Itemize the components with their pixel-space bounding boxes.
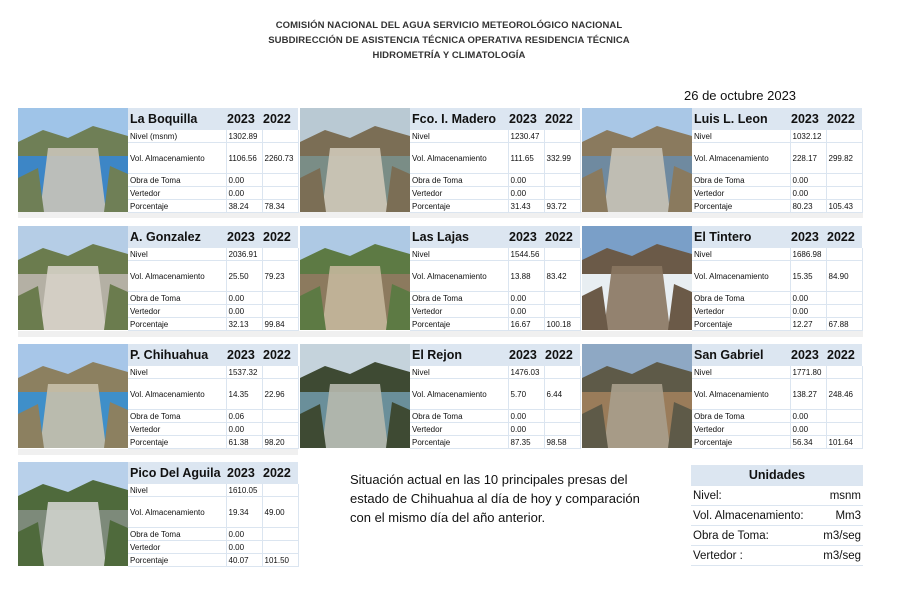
nivel-label: Nivel — [128, 366, 226, 379]
porcentaje-label: Porcentaje — [410, 200, 508, 213]
dam-table — [692, 344, 863, 449]
dam-photo — [300, 344, 410, 448]
year-2023: 2023 — [790, 344, 826, 366]
vol-2023: 19.34 — [226, 497, 262, 528]
dam-table — [128, 108, 299, 213]
vol-2023: 13.88 — [508, 261, 544, 292]
unit-label: Vertedor : — [691, 546, 809, 566]
year-2022: 2022 — [826, 344, 862, 366]
header-line-2: SUBDIRECCIÓN DE ASISTENCIA TÉCNICA OPERATIVA RESIDENCIA TÉCNICA — [268, 35, 630, 46]
vol-label: Vol. Almacenamiento — [128, 143, 226, 174]
vol-2022: 83.42 — [544, 261, 580, 292]
obra-label: Obra de Toma — [410, 174, 508, 187]
unit-label: Vol. Almacenamiento: — [691, 506, 809, 526]
dam-photo — [300, 108, 410, 212]
vertedor-value: 0.00 — [790, 423, 826, 436]
vertedor-value: 0.00 — [508, 305, 544, 318]
vol-label: Vol. Almacenamiento — [692, 261, 790, 292]
pct-2022: 101.64 — [826, 436, 862, 449]
pct-2022: 101.50 — [262, 554, 298, 567]
summary-note: Situación actual en las 10 principales presas del estado de Chihuahua al día de hoy y comparación con el mismo día del año anterior. — [350, 472, 640, 525]
pct-2022: 67.88 — [826, 318, 862, 331]
pct-2023: 38.24 — [226, 200, 262, 213]
vol-2022: 2260.73 — [262, 143, 298, 174]
header-line-3: HIDROMETRÍA Y CLIMATOLOGÍA — [372, 50, 526, 61]
year-2022: 2022 — [826, 108, 862, 130]
porcentaje-label: Porcentaje — [692, 200, 790, 213]
vertedor-label: Vertedor — [692, 187, 790, 200]
vertedor-value: 0.00 — [508, 187, 544, 200]
vertedor-value: 0.00 — [508, 423, 544, 436]
dam-photo — [300, 226, 410, 330]
dam-name: A. Gonzalez — [128, 226, 226, 248]
pct-2022: 105.43 — [826, 200, 862, 213]
vol-2023: 1106.56 — [226, 143, 262, 174]
year-2022: 2022 — [262, 344, 298, 366]
pct-2023: 80.23 — [790, 200, 826, 213]
vertedor-value: 0.00 — [226, 423, 262, 436]
year-2022: 2022 — [544, 226, 580, 248]
vol-label: Vol. Almacenamiento — [128, 261, 226, 292]
dam-name: P. Chihuahua — [128, 344, 226, 366]
obra-value: 0.00 — [790, 174, 826, 187]
vertedor-label: Vertedor — [128, 423, 226, 436]
units-title: Unidades — [691, 465, 863, 486]
vertedor-value: 0.00 — [226, 187, 262, 200]
vol-2022: 79.23 — [262, 261, 298, 292]
dam-photo — [18, 226, 128, 330]
obra-value: 0.00 — [508, 292, 544, 305]
obra-label: Obra de Toma — [692, 410, 790, 423]
dam-table — [128, 226, 299, 331]
dam-card — [582, 226, 862, 334]
year-2023: 2023 — [508, 226, 544, 248]
year-2023: 2023 — [226, 344, 262, 366]
obra-value: 0.00 — [790, 410, 826, 423]
pct-2023: 61.38 — [226, 436, 262, 449]
vol-label: Vol. Almacenamiento — [410, 261, 508, 292]
porcentaje-label: Porcentaje — [128, 200, 226, 213]
vol-2023: 111.65 — [508, 143, 544, 174]
nivel-label: Nivel — [128, 484, 226, 497]
dam-table — [410, 344, 581, 449]
dam-name: Luis L. Leon — [692, 108, 790, 130]
nivel-value: 1686.98 — [790, 248, 826, 261]
nivel-label: Nivel — [410, 130, 508, 143]
dam-photo — [582, 344, 692, 448]
porcentaje-label: Porcentaje — [128, 318, 226, 331]
nivel-value: 1544.56 — [508, 248, 544, 261]
year-2023: 2023 — [508, 344, 544, 366]
obra-label: Obra de Toma — [128, 528, 226, 541]
pct-2023: 87.35 — [508, 436, 544, 449]
nivel-label: Nivel — [128, 248, 226, 261]
unit-label: Obra de Toma: — [691, 526, 809, 546]
report-date: 26 de octubre 2023 — [684, 88, 797, 103]
year-2022: 2022 — [544, 344, 580, 366]
obra-value: 0.00 — [790, 292, 826, 305]
nivel-label: Nivel (msnm) — [128, 130, 226, 143]
vol-label: Vol. Almacenamiento — [128, 497, 226, 528]
nivel-label: Nivel — [692, 248, 790, 261]
vertedor-label: Vertedor — [128, 541, 226, 554]
vol-label: Vol. Almacenamiento — [410, 379, 508, 410]
year-2022: 2022 — [544, 108, 580, 130]
vol-2022: 49.00 — [262, 497, 298, 528]
dam-table — [692, 226, 863, 331]
vertedor-label: Vertedor — [692, 305, 790, 318]
nivel-value: 1537.32 — [226, 366, 262, 379]
dam-table — [128, 344, 299, 449]
obra-label: Obra de Toma — [128, 410, 226, 423]
vertedor-label: Vertedor — [692, 423, 790, 436]
pct-2022: 78.34 — [262, 200, 298, 213]
nivel-label: Nivel — [410, 248, 508, 261]
vol-2023: 228.17 — [790, 143, 826, 174]
header-line-1: COMISIÓN NACIONAL DEL AGUA SERVICIO METEOROLÓGICO NACIONAL — [275, 20, 623, 31]
dam-table — [692, 108, 863, 213]
porcentaje-label: Porcentaje — [128, 436, 226, 449]
dam-card — [300, 344, 580, 452]
vertedor-value: 0.00 — [790, 187, 826, 200]
porcentaje-label: Porcentaje — [692, 318, 790, 331]
dam-name: San Gabriel — [692, 344, 790, 366]
dam-name: El Rejon — [410, 344, 508, 366]
year-2023: 2023 — [508, 108, 544, 130]
unit-value: m3/seg — [809, 546, 863, 566]
vol-2022: 299.82 — [826, 143, 862, 174]
vertedor-label: Vertedor — [410, 187, 508, 200]
obra-label: Obra de Toma — [410, 292, 508, 305]
dam-card — [18, 462, 298, 570]
year-2022: 2022 — [262, 226, 298, 248]
vol-2022: 22.96 — [262, 379, 298, 410]
vol-2023: 138.27 — [790, 379, 826, 410]
year-2023: 2023 — [790, 108, 826, 130]
year-2022: 2022 — [826, 226, 862, 248]
vol-label: Vol. Almacenamiento — [692, 143, 790, 174]
dam-card — [18, 344, 298, 452]
vol-2023: 25.50 — [226, 261, 262, 292]
dam-name: La Boquilla — [128, 108, 226, 130]
pct-2023: 12.27 — [790, 318, 826, 331]
porcentaje-label: Porcentaje — [128, 554, 226, 567]
obra-label: Obra de Toma — [128, 292, 226, 305]
year-2023: 2023 — [226, 462, 262, 484]
obra-value: 0.00 — [226, 174, 262, 187]
porcentaje-label: Porcentaje — [410, 318, 508, 331]
vertedor-value: 0.00 — [226, 305, 262, 318]
unit-value: msnm — [809, 486, 863, 506]
dam-photo — [18, 344, 128, 448]
unit-value: m3/seg — [809, 526, 863, 546]
pct-2023: 16.67 — [508, 318, 544, 331]
dam-card — [300, 226, 580, 334]
pct-2022: 93.72 — [544, 200, 580, 213]
vol-2022: 248.46 — [826, 379, 862, 410]
year-2023: 2023 — [226, 226, 262, 248]
nivel-label: Nivel — [692, 130, 790, 143]
dam-table — [128, 462, 299, 567]
nivel-value: 1771.80 — [790, 366, 826, 379]
nivel-value: 1476.03 — [508, 366, 544, 379]
pct-2022: 100.18 — [544, 318, 580, 331]
vertedor-value: 0.00 — [790, 305, 826, 318]
pct-2023: 31.43 — [508, 200, 544, 213]
vertedor-label: Vertedor — [410, 305, 508, 318]
dam-table — [410, 226, 581, 331]
pct-2023: 40.07 — [226, 554, 262, 567]
vol-label: Vol. Almacenamiento — [128, 379, 226, 410]
vol-2022: 84.90 — [826, 261, 862, 292]
nivel-value: 1032.12 — [790, 130, 826, 143]
vertedor-label: Vertedor — [410, 423, 508, 436]
porcentaje-label: Porcentaje — [692, 436, 790, 449]
dam-name: El Tintero — [692, 226, 790, 248]
dam-table — [410, 108, 581, 213]
vol-2023: 15.35 — [790, 261, 826, 292]
dam-photo — [582, 226, 692, 330]
year-2022: 2022 — [262, 108, 298, 130]
vertedor-label: Vertedor — [128, 187, 226, 200]
obra-value: 0.00 — [226, 292, 262, 305]
vol-label: Vol. Almacenamiento — [692, 379, 790, 410]
nivel-value: 1230.47 — [508, 130, 544, 143]
obra-value: 0.00 — [508, 174, 544, 187]
obra-value: 0.00 — [226, 528, 262, 541]
unit-label: Nivel: — [691, 486, 809, 506]
vertedor-label: Vertedor — [128, 305, 226, 318]
dam-card — [582, 108, 862, 216]
units-table — [691, 465, 863, 566]
nivel-value: 1610.05 — [226, 484, 262, 497]
nivel-value: 1302.89 — [226, 130, 262, 143]
dam-card — [18, 108, 298, 216]
dam-card — [300, 108, 580, 216]
pct-2023: 32.13 — [226, 318, 262, 331]
pct-2022: 99.84 — [262, 318, 298, 331]
vol-2023: 5.70 — [508, 379, 544, 410]
obra-label: Obra de Toma — [410, 410, 508, 423]
dam-photo — [582, 108, 692, 212]
dam-name: Fco. I. Madero — [410, 108, 508, 130]
year-2023: 2023 — [790, 226, 826, 248]
nivel-label: Nivel — [410, 366, 508, 379]
dam-card — [18, 226, 298, 334]
obra-value: 0.00 — [508, 410, 544, 423]
pct-2022: 98.58 — [544, 436, 580, 449]
year-2023: 2023 — [226, 108, 262, 130]
dam-name: Las Lajas — [410, 226, 508, 248]
nivel-label: Nivel — [692, 366, 790, 379]
obra-label: Obra de Toma — [692, 292, 790, 305]
obra-label: Obra de Toma — [692, 174, 790, 187]
year-2022: 2022 — [262, 462, 298, 484]
obra-value: 0.06 — [226, 410, 262, 423]
pct-2022: 98.20 — [262, 436, 298, 449]
vol-2022: 6.44 — [544, 379, 580, 410]
vol-2022: 332.99 — [544, 143, 580, 174]
dam-photo — [18, 462, 128, 566]
porcentaje-label: Porcentaje — [410, 436, 508, 449]
dam-name: Pico Del Aguila — [128, 462, 226, 484]
vol-2023: 14.35 — [226, 379, 262, 410]
unit-value: Mm3 — [809, 506, 863, 526]
vol-label: Vol. Almacenamiento — [410, 143, 508, 174]
dam-photo — [18, 108, 128, 212]
obra-label: Obra de Toma — [128, 174, 226, 187]
dam-card — [582, 344, 862, 452]
vertedor-value: 0.00 — [226, 541, 262, 554]
pct-2023: 56.34 — [790, 436, 826, 449]
nivel-value: 2036.91 — [226, 248, 262, 261]
